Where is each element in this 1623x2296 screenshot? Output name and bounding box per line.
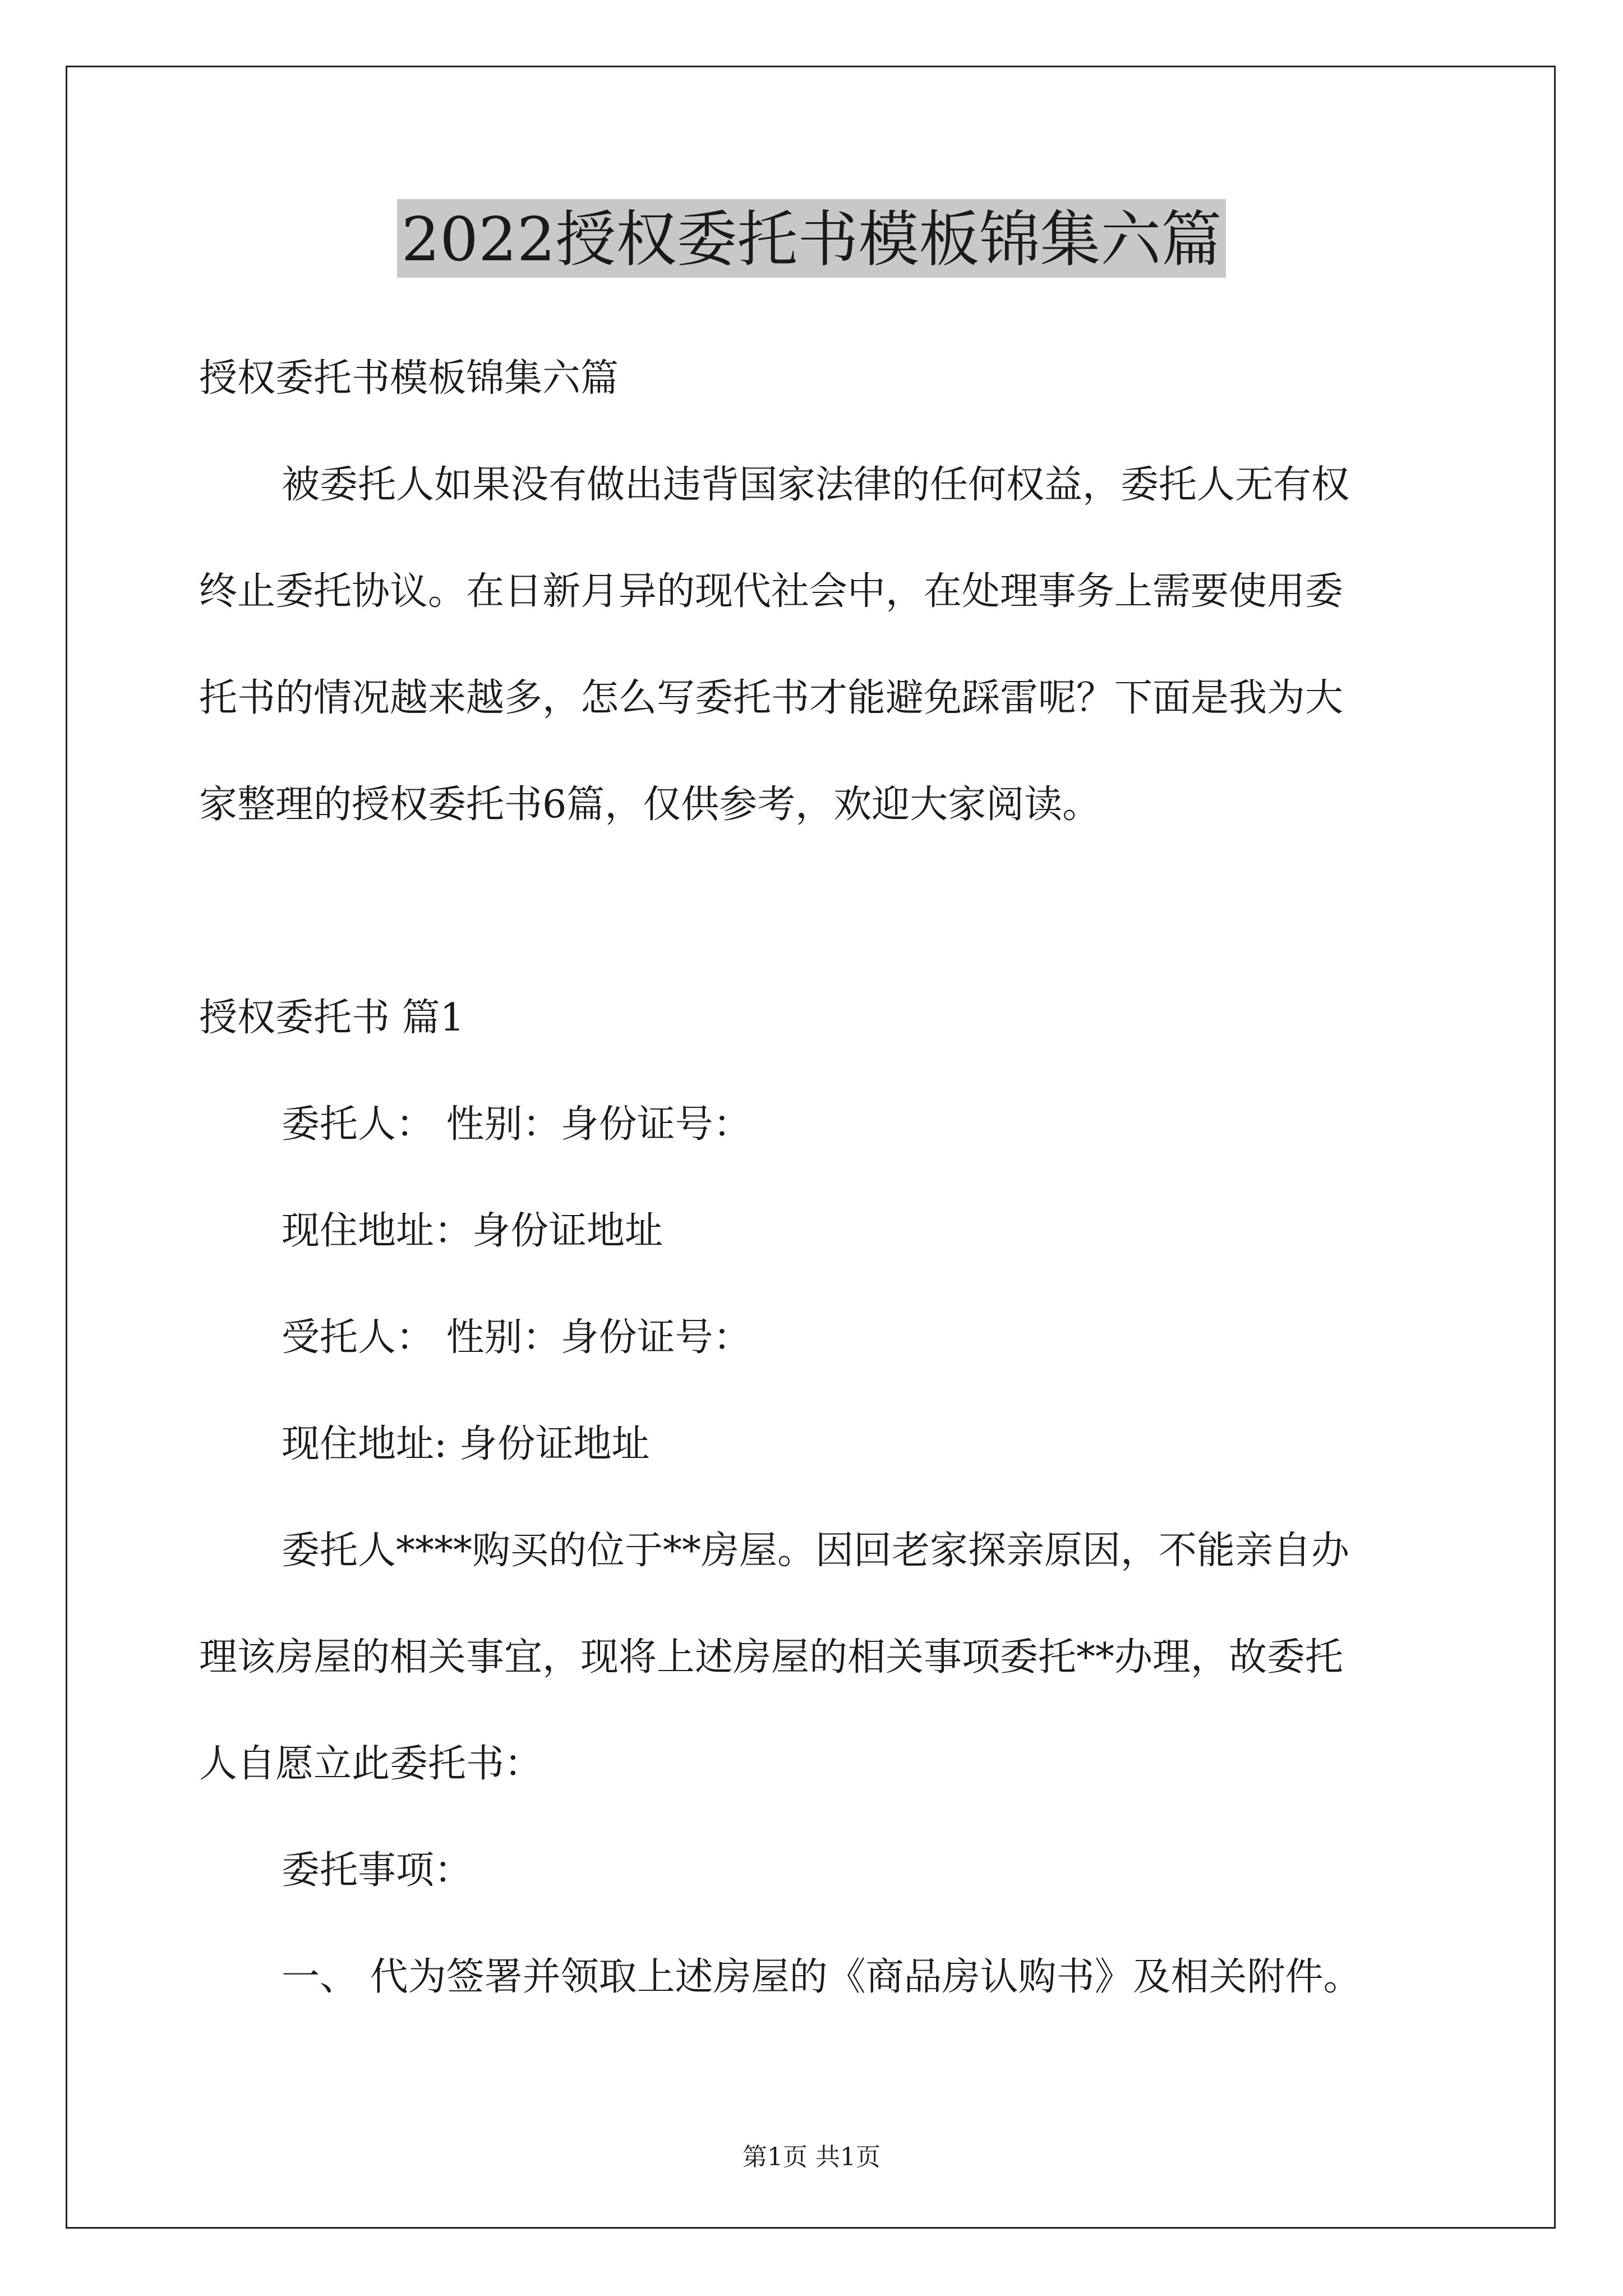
delegate-line: 受托人： 性别：身份证号：	[282, 1315, 751, 1360]
delegator-address-line: 现住地址：身份证地址	[282, 1209, 663, 1253]
intro-paragraph-line: 终止委托协议。在日新月异的现代社会中，在处理事务上需要使用委	[199, 569, 1344, 614]
body-paragraph-line: 人自愿立此委托书：	[199, 1742, 543, 1786]
body-paragraph-line: 委托人****购买的位于**房屋。因回老家探亲原因，不能亲自办	[282, 1529, 1350, 1573]
title-container	[0, 199, 1623, 278]
page-footer: 第1页 共1页	[743, 2143, 880, 2171]
body-paragraph-line: 理该房屋的相关事宜，现将上述房屋的相关事项委托**办理，故委托	[199, 1635, 1344, 1680]
intro-paragraph-line: 家整理的授权委托书6篇，仅供参考，欢迎大家阅读。	[199, 783, 1101, 827]
section-heading: 授权委托书 篇1	[199, 996, 464, 1040]
document-title: 2022授权委托书模板锦集六篇	[397, 199, 1227, 278]
matters-heading: 委托事项：	[282, 1848, 473, 1893]
intro-paragraph-line: 托书的情况越来越多，怎么写委托书才能避免踩雷呢？下面是我为大	[199, 676, 1344, 720]
intro-paragraph-line: 被委托人如果没有做出违背国家法律的任何权益，委托人无有权	[282, 463, 1350, 507]
matter-item: 一、 代为签署并领取上述房屋的《商品房认购书》及相关附件。	[282, 1955, 1362, 1999]
delegate-address-line: 现住地址: 身份证地址	[282, 1422, 650, 1466]
subtitle-line: 授权委托书模板锦集六篇	[199, 356, 619, 401]
delegator-line: 委托人： 性别：身份证号：	[282, 1102, 751, 1147]
